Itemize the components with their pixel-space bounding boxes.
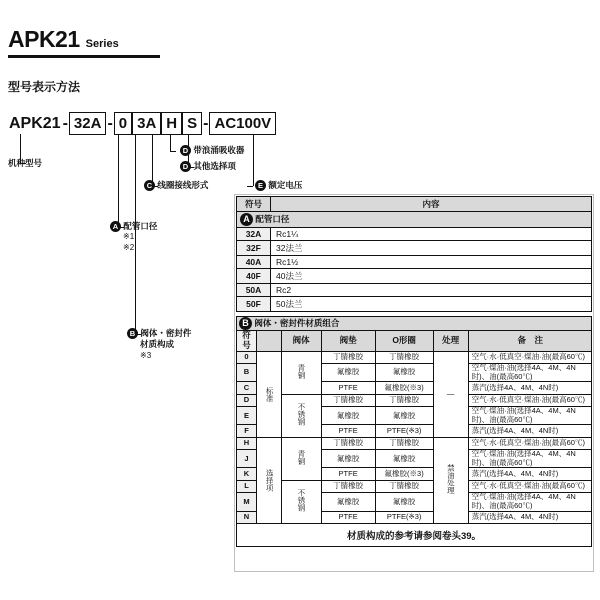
code-base: APK21 xyxy=(9,114,61,132)
section-row-b xyxy=(237,317,592,331)
th-code: 符号 xyxy=(237,331,257,352)
callout-wiring-label: 线圈接线形式 xyxy=(157,180,209,190)
cell-gasket: 丁腈橡胶 xyxy=(321,437,375,449)
cell-note: 空气·煤油·油(选择4A、4M、4N时)、油(最高60℃) xyxy=(468,407,591,425)
cell-desc: Rc1½ xyxy=(271,256,592,269)
cell-note: 空气·煤油·油(选择4A、4M、4N时)、油(最高60℃) xyxy=(468,493,591,511)
cell-gasket: 氟橡胶 xyxy=(321,407,375,425)
cell-oring: PTFE(※3) xyxy=(375,511,433,523)
body-brass-label: 青铜 xyxy=(296,363,306,379)
cell-code: N xyxy=(237,511,257,523)
code-dash-2: - xyxy=(107,114,113,132)
callout-surge-label: 带浪涌吸收器 xyxy=(193,145,245,155)
callout-other-label: 其他选择项 xyxy=(193,161,236,171)
callout-port-note-1: ※1 xyxy=(123,232,135,242)
cell-gasket: 丁腈橡胶 xyxy=(321,480,375,492)
table-row xyxy=(237,297,592,312)
cell-desc: 50法兰 xyxy=(271,297,592,312)
leader-wiring-vertical xyxy=(152,134,153,186)
cell-note: 蒸汽(选择4A、4M、4N时) xyxy=(468,511,591,523)
cell-code: J xyxy=(237,450,257,468)
body-stainless-label-2: 不锈钢 xyxy=(296,489,306,512)
table-row xyxy=(237,256,592,269)
cell-code: 40A xyxy=(237,256,271,269)
cell-note: 空气·水·低真空·煤油·油(最高60℃) xyxy=(468,351,591,363)
callout-material-label: 阀体・密封件 xyxy=(140,328,192,338)
cell-gasket: PTFE xyxy=(321,382,375,394)
badge-d2-icon: D xyxy=(180,161,191,172)
badge-a-icon: A xyxy=(110,221,121,232)
cell-gasket: 氟橡胶 xyxy=(321,450,375,468)
cell-note: 蒸汽(选择4A、4M、4N时) xyxy=(468,468,591,480)
cell-gasket: 氟橡胶 xyxy=(321,493,375,511)
code-port-size: 32A xyxy=(69,112,107,135)
th-treatment: 处理 xyxy=(433,331,468,352)
cell-desc: 32法兰 xyxy=(271,241,592,256)
badge-b-icon: B xyxy=(127,328,138,339)
badge-c-icon: C xyxy=(144,180,155,191)
th-valve-body: 阀体 xyxy=(281,331,321,352)
callout-material-note-1: ※3 xyxy=(140,350,152,360)
section-row-a xyxy=(237,212,592,228)
cell-body-brass xyxy=(281,351,321,394)
table-row xyxy=(237,284,592,297)
callout-port-note-2: ※2 xyxy=(123,243,135,253)
th-code: 符号 xyxy=(237,197,271,212)
table-row xyxy=(237,269,592,284)
section-b-title: 阀体・密封件材质组合 xyxy=(254,318,340,328)
cell-note: 空气·煤油·油(选择4A、4M、4N时)、油(最高60℃) xyxy=(468,364,591,382)
section-a-title: 配管口径 xyxy=(255,214,290,224)
code-wiring: 3A xyxy=(132,112,161,135)
group-standard-label: 标准 xyxy=(265,386,275,402)
callout-base xyxy=(8,158,42,169)
cell-code: H xyxy=(237,437,257,449)
cell-gasket: PTFE xyxy=(321,425,375,437)
table-row xyxy=(237,394,592,406)
cell-treatment-none: — xyxy=(433,351,468,437)
cell-code: 32A xyxy=(237,228,271,241)
cell-note: 空气·水·低真空·煤油·油(最高60℃) xyxy=(468,437,591,449)
cell-treatment-degrease xyxy=(433,437,468,523)
code-dash-3: - xyxy=(203,114,209,132)
cell-gasket: 丁腈橡胶 xyxy=(321,351,375,363)
cell-code: K xyxy=(237,468,257,480)
cell-oring: 氟橡胶 xyxy=(375,407,433,425)
section-b-badge-icon: B xyxy=(239,317,252,330)
table-b xyxy=(236,316,592,524)
callout-other xyxy=(180,161,236,172)
th-content: 内容 xyxy=(271,197,592,212)
cell-body-stainless xyxy=(281,394,321,437)
cell-note: 空气·水·低真空·煤油·油(最高60℃) xyxy=(468,480,591,492)
cell-code: 0 xyxy=(237,351,257,363)
callout-material xyxy=(127,328,191,362)
model-code-string xyxy=(8,112,276,135)
cell-code: C xyxy=(237,382,257,394)
badge-d-icon: D xyxy=(180,145,191,156)
table-head-row xyxy=(237,197,592,212)
callout-wiring xyxy=(144,180,208,191)
callout-surge xyxy=(180,145,244,156)
cell-body-brass-2 xyxy=(281,437,321,480)
cell-code: 50F xyxy=(237,297,271,312)
cell-code: L xyxy=(237,480,257,492)
cell-gasket: PTFE xyxy=(321,511,375,523)
cell-oring: 氟橡胶 xyxy=(375,364,433,382)
cell-code: B xyxy=(237,364,257,382)
th-gasket: 阀垫 xyxy=(321,331,375,352)
cell-note: 蒸汽(选择4A、4M、4N时) xyxy=(468,382,591,394)
cell-oring: 氟橡胶 xyxy=(375,493,433,511)
group-option-label: 选择项 xyxy=(265,469,275,492)
spec-tables xyxy=(236,196,592,547)
section-a-badge-icon: A xyxy=(240,213,253,226)
cell-code: 40F xyxy=(237,269,271,284)
cell-oring: 氟橡胶(※3) xyxy=(375,468,433,480)
cell-code: M xyxy=(237,493,257,511)
model-name: APK21 xyxy=(8,26,80,52)
table-row xyxy=(237,228,592,241)
cell-oring: 氟橡胶 xyxy=(375,450,433,468)
code-surge: H xyxy=(161,112,182,135)
callout-base-label: 机种型号 xyxy=(8,158,43,168)
callout-port xyxy=(110,221,157,254)
table-b-head-row xyxy=(237,331,592,352)
cell-oring: 丁腈橡胶 xyxy=(375,480,433,492)
callout-voltage xyxy=(255,180,302,191)
cell-gasket: PTFE xyxy=(321,468,375,480)
callout-material-label2: 材质构成 xyxy=(140,339,175,350)
th-note: 备 注 xyxy=(468,331,591,352)
series-label: Series xyxy=(85,38,119,50)
table-row xyxy=(237,241,592,256)
table-footnote: 材质构成的参考请参阅卷头39。 xyxy=(236,524,592,547)
cell-code: F xyxy=(237,425,257,437)
leader-surge-horizontal xyxy=(170,151,176,152)
code-other-option: S xyxy=(182,112,202,135)
th-oring: O形圈 xyxy=(375,331,433,352)
cell-gasket: 氟橡胶 xyxy=(321,364,375,382)
cell-desc: Rc1¼ xyxy=(271,228,592,241)
header-divider xyxy=(8,55,160,58)
cell-oring: 丁腈橡胶 xyxy=(375,437,433,449)
body-brass-label-2: 青铜 xyxy=(296,450,306,466)
cell-note: 空气·煤油·油(选择4A、4M、4N时)、油(最高60℃) xyxy=(468,450,591,468)
cell-code: 32F xyxy=(237,241,271,256)
table-row xyxy=(237,351,592,363)
cell-code: 50A xyxy=(237,284,271,297)
leader-port-vertical xyxy=(118,134,119,227)
cell-oring: 丁腈橡胶 xyxy=(375,351,433,363)
treatment-degrease-label: 禁油处理 xyxy=(446,464,456,495)
code-voltage: AC100V xyxy=(209,112,276,135)
leader-voltage-horizontal xyxy=(247,186,253,187)
cell-group-option xyxy=(257,437,282,523)
cell-note: 空气·水·低真空·煤油·油(最高60℃) xyxy=(468,394,591,406)
cell-oring: 丁腈橡胶 xyxy=(375,394,433,406)
table-a xyxy=(236,196,592,312)
page-header xyxy=(8,26,119,53)
cell-code: E xyxy=(237,407,257,425)
section-title: 型号表示方法 xyxy=(8,80,81,94)
cell-oring: PTFE(※3) xyxy=(375,425,433,437)
code-material: 0 xyxy=(114,112,132,135)
badge-e-icon: E xyxy=(255,180,266,191)
body-stainless-label: 不锈钢 xyxy=(296,403,306,426)
table-row xyxy=(237,480,592,492)
table-row xyxy=(237,437,592,449)
code-dash-1: - xyxy=(62,114,68,132)
cell-code: D xyxy=(237,394,257,406)
cell-oring: 氟橡胶(※3) xyxy=(375,382,433,394)
cell-note: 蒸汽(选择4A、4M、4N时) xyxy=(468,425,591,437)
cell-desc: Rc2 xyxy=(271,284,592,297)
cell-body-stainless-2 xyxy=(281,480,321,523)
callout-voltage-label: 额定电压 xyxy=(268,180,303,190)
cell-group-standard xyxy=(257,351,282,437)
leader-voltage-vertical xyxy=(253,134,254,186)
cell-desc: 40法兰 xyxy=(271,269,592,284)
leader-surge-vertical xyxy=(170,134,171,151)
callout-port-label: 配管口径 xyxy=(123,221,158,231)
cell-gasket: 丁腈橡胶 xyxy=(321,394,375,406)
